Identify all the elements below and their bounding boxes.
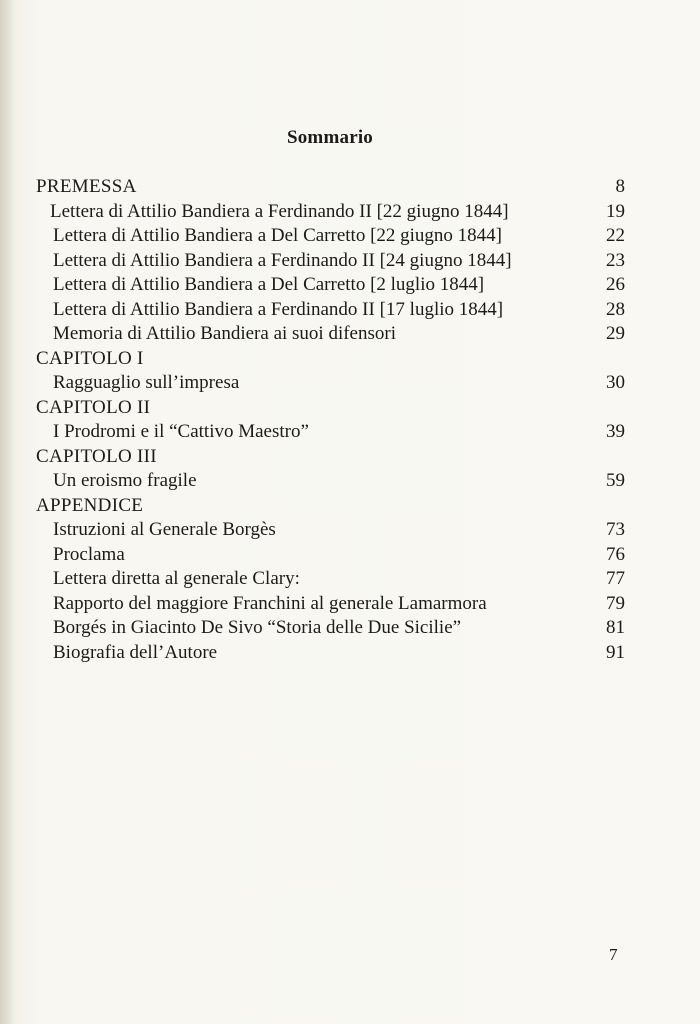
page-number: 7 bbox=[609, 945, 618, 964]
toc-entry-label: Rapporto del maggiore Franchini al generale Lamarmora bbox=[53, 592, 487, 614]
toc-entry-label: Lettera di Attilio Bandiera a Ferdinando II [17 luglio 1844] bbox=[53, 298, 504, 320]
toc-entry-label: PREMESSA bbox=[36, 176, 137, 197]
toc-entry-label: Lettera di Attilio Bandiera a Del Carretto [22 giugno 1844] bbox=[53, 225, 503, 246]
toc-entry bbox=[36, 224, 630, 249]
toc-entry-page: 76 bbox=[606, 543, 625, 565]
toc-entry-label: Lettera di Attilio Bandiera a Del Carretto [2 luglio 1844] bbox=[53, 274, 485, 295]
toc-entry-label: CAPITOLO I bbox=[36, 347, 144, 369]
toc-entry bbox=[36, 249, 630, 274]
toc-entry-label: CAPITOLO III bbox=[36, 445, 157, 467]
toc-entry bbox=[36, 175, 630, 200]
toc-entry-label: CAPITOLO II bbox=[36, 396, 151, 418]
toc-entry-label: Borgés in Giacinto De Sivo “Storia delle Due Sicilie” bbox=[53, 617, 462, 638]
toc-entry-label: Memoria di Attilio Bandiera ai suoi difensori bbox=[53, 323, 396, 344]
toc-entry-label: Istruzioni al Generale Borgès bbox=[53, 519, 276, 540]
toc-entry bbox=[36, 616, 630, 641]
toc-entry-label: Proclama bbox=[53, 543, 125, 565]
toc-entry-page: 39 bbox=[606, 421, 625, 442]
toc-entry-label: Lettera diretta al generale Clary: bbox=[53, 568, 300, 589]
toc-entry bbox=[36, 200, 630, 225]
toc-entry bbox=[36, 567, 630, 592]
toc-entry-label: I Prodromi e il “Cattivo Maestro” bbox=[53, 421, 309, 442]
toc-entry-label: Lettera di Attilio Bandiera a Ferdinando II [24 giugno 1844] bbox=[53, 249, 512, 271]
toc-entry-label: Un eroismo fragile bbox=[53, 470, 197, 491]
toc-entry bbox=[36, 494, 630, 519]
toc-entry-page: 91 bbox=[606, 641, 625, 663]
toc-entry-label: Biografia dell’Autore bbox=[53, 641, 218, 663]
toc-entry-page: 59 bbox=[606, 470, 625, 491]
toc-entry bbox=[36, 641, 630, 666]
toc-entry bbox=[36, 543, 630, 568]
toc-entry-label: Ragguaglio sull’impresa bbox=[53, 372, 240, 393]
toc-entry bbox=[36, 592, 630, 617]
toc-entry bbox=[36, 347, 630, 372]
toc-entry bbox=[36, 469, 630, 494]
toc-entry-page: 79 bbox=[606, 592, 625, 614]
toc-entry bbox=[36, 518, 630, 543]
toc-entry-page: 22 bbox=[606, 225, 625, 246]
toc-entry bbox=[36, 322, 630, 347]
toc-entry bbox=[36, 420, 630, 445]
toc-entry-page: 81 bbox=[606, 617, 625, 638]
toc-entry bbox=[36, 273, 630, 298]
toc-entry-page: 73 bbox=[606, 519, 625, 540]
toc-entry-page: 19 bbox=[606, 200, 625, 222]
toc-entry bbox=[36, 445, 630, 470]
toc-entry-page: 26 bbox=[606, 274, 625, 295]
toc-entry bbox=[36, 396, 630, 421]
toc-entry-page: 29 bbox=[606, 323, 625, 344]
toc-entry-page: 8 bbox=[615, 176, 625, 197]
toc-entry bbox=[36, 298, 630, 323]
toc-entry-label: APPENDICE bbox=[36, 494, 144, 516]
toc-entry-label: Lettera di Attilio Bandiera a Ferdinando II [22 giugno 1844] bbox=[50, 200, 509, 222]
toc-entry-page: 30 bbox=[606, 372, 625, 393]
toc-entry-page: 28 bbox=[606, 298, 625, 320]
page-title: Sommario bbox=[286, 127, 374, 148]
spine-shadow bbox=[0, 0, 14, 1024]
toc-entry-page: 77 bbox=[606, 568, 625, 589]
toc-entry bbox=[36, 371, 630, 396]
toc-entry-page: 23 bbox=[606, 249, 625, 271]
table-of-contents bbox=[36, 175, 630, 665]
